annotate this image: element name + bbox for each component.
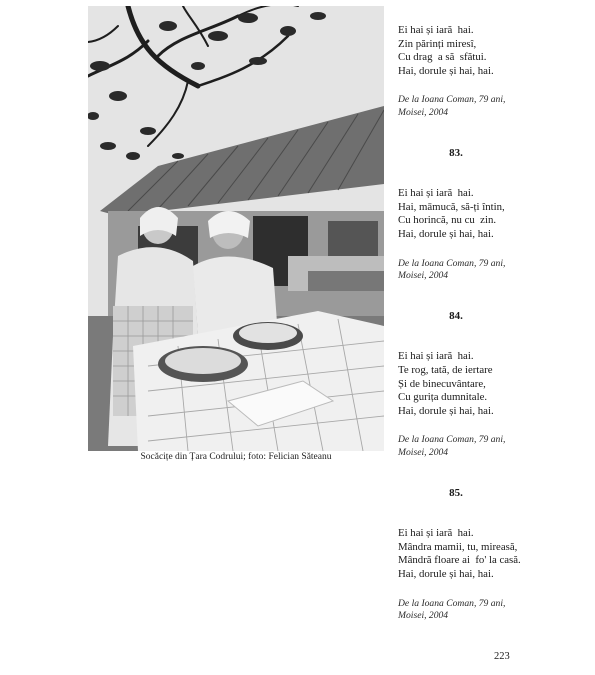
song-number: 83. bbox=[449, 147, 463, 160]
verse-line: Ei hai și iară hai. bbox=[398, 24, 474, 36]
songs-column bbox=[398, 24, 588, 622]
song-stanza bbox=[398, 24, 588, 78]
source-line: Moisei, 2004 bbox=[398, 609, 449, 621]
source-line: De la Ioana Coman, 79 ani, bbox=[398, 257, 506, 269]
photo bbox=[88, 6, 384, 451]
song-source bbox=[398, 598, 588, 623]
photo-illustration bbox=[88, 6, 384, 451]
source-line: Moisei, 2004 bbox=[398, 269, 449, 281]
song-number: 85. bbox=[449, 487, 463, 500]
source-line: De la Ioana Coman, 79 ani, bbox=[398, 597, 506, 609]
verse-line: Hai, dorule și hai, hai. bbox=[398, 404, 494, 417]
verse-line: Hai, māmucă, să-ți întin, bbox=[398, 200, 505, 213]
verse-line: Cu horincă, nu cu zin. bbox=[398, 214, 497, 227]
verse-line: Mândra mamii, tu, mireasă, bbox=[398, 540, 518, 553]
verse-line: Ei hai și iară hai. bbox=[398, 187, 474, 200]
song-stanza bbox=[398, 527, 588, 581]
verse-line: Cu drag a să sfătui. bbox=[398, 51, 487, 64]
verse-line: Hai, dorule și hai, hai. bbox=[398, 227, 494, 240]
song-stanza bbox=[398, 187, 588, 241]
page-number: 223 bbox=[494, 651, 510, 662]
verse-line: Hai, dorule și hai, hai. bbox=[398, 567, 494, 580]
source-line: Moisei, 2004 bbox=[398, 106, 449, 118]
source-line: De la Ioana Coman, 79 ani, bbox=[398, 94, 506, 106]
song-source bbox=[398, 258, 588, 283]
song-number: 84. bbox=[449, 310, 463, 323]
verse-line: Și de binecuvântare, bbox=[398, 377, 486, 390]
photo-caption: Socăcițe din Țara Codrului; foto: Felician Săteanu bbox=[140, 452, 332, 462]
song-stanza bbox=[398, 350, 588, 418]
verse-line: Cu gurița dumnitale. bbox=[398, 391, 488, 404]
verse-line: Ei hai și iară hai. bbox=[398, 350, 474, 363]
verse-line: Zin părinți miresî, bbox=[398, 37, 477, 50]
verse-line: Mândră floare ai fo' la casă. bbox=[398, 554, 521, 567]
song-source bbox=[398, 434, 588, 459]
source-line: Moisei, 2004 bbox=[398, 446, 449, 458]
verse-line: Hai, dorule și hai, hai. bbox=[398, 64, 494, 77]
verse-line: Ei hai și iară hai. bbox=[398, 527, 474, 540]
verse-line: Te rog, tată, de iertare bbox=[398, 363, 493, 376]
song-source bbox=[398, 94, 588, 119]
source-line: De la Ioana Coman, 79 ani, bbox=[398, 434, 506, 446]
